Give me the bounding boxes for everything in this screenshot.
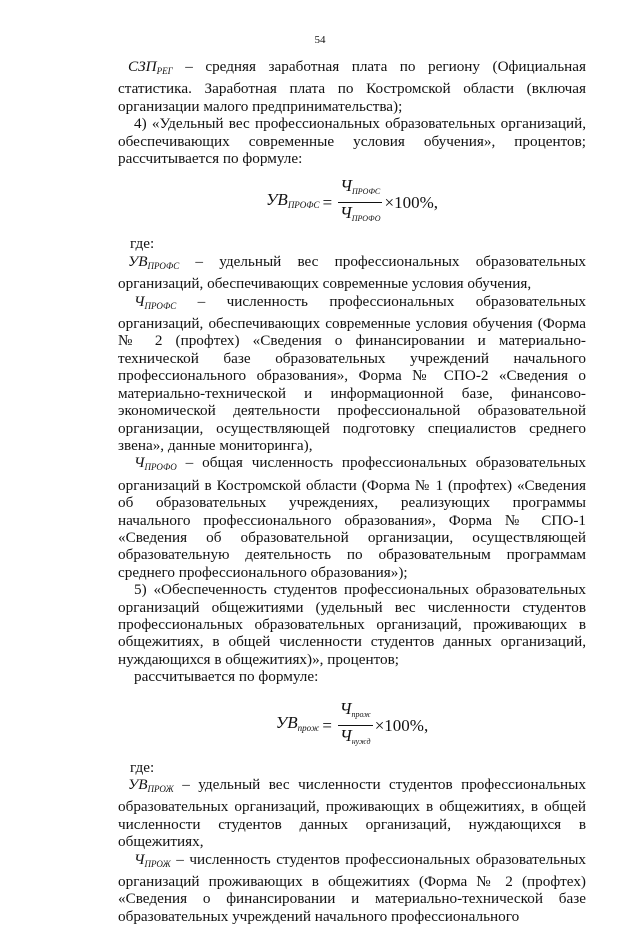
formula-denominator: $Ч_{нужд}$: [339, 726, 371, 747]
variable-symbol: СЗП: [128, 58, 157, 75]
formula-lhs: $УВ_{прож}$: [275, 712, 320, 733]
formula-uv-prozh: [118, 696, 586, 756]
variable-symbol: УВ: [128, 776, 148, 793]
definition-ch-profo: [118, 454, 586, 581]
variable-subscript: ПРОЖ: [144, 858, 171, 869]
paragraph-szp: [118, 58, 586, 115]
formula-equals: =: [321, 192, 334, 212]
formula-multiplier: ×100%,: [374, 715, 429, 735]
formula-numerator: $Ч_{прож}$: [338, 700, 373, 726]
definition-text: – общая численность профессиональных образовательных организаций в Костромской области (Форма № 1 (профтех) «Сведения об образовательных учреждениях, реализующих программы начального профессионального образования», Форма № СПО-1 «Сведения об образовательной организации, осуществляющей образовательную деятельность по образовательным программам среднего профессионального образования»);: [118, 454, 586, 581]
page-number: 54: [314, 34, 326, 46]
variable-subscript: ПРОФС: [147, 260, 180, 271]
where-label-1: где:: [130, 235, 155, 253]
paragraph-formula-intro: рассчитывается по формуле:: [134, 668, 319, 686]
definition-text: – численность студентов профессиональных образовательных организаций проживающих в общежитиях (Форма № 2 (профтех) «Сведения о финансировании и материально-технической базе образовательных учреждений начального профессионального: [118, 850, 586, 925]
variable-subscript: ПРОФО: [144, 462, 177, 473]
variable-symbol: УВ: [128, 252, 148, 270]
paragraph-item-5: 5) «Обеспеченность студентов профессиональных образовательных организаций общежитиями (удельный вес численности студентов профессиональных образовательных организаций, проживающих в общежитиях, в общей численности студентов данных организаций, нуждающихся в общежитиях)», процентов;: [118, 581, 586, 668]
formula-fraction: [338, 700, 373, 751]
variable-symbol: Ч: [134, 850, 145, 868]
variable-subscript: ПРОЖ: [147, 784, 174, 794]
definition-uv-profs: [118, 253, 586, 293]
definition-text: – численность профессиональных образовательных организаций, обеспечивающих современные условия обучения (Форма № 2 (профтех) «Сведения о финансировании и материально-технической базе образовательных учреждений начального профессионального образования», Форма № СПО-2 «Сведения о материально-технической и информационной базе, финансово-экономической деятельности профессиональной образовательной организации, осуществляющей подготовку специалистов среднего звена», данные мониторинга),: [118, 292, 586, 454]
definition-text: – удельный вес численности студентов профессиональных образовательных организаций, проживающих в общежитиях, в общей численности студентов данных организаций, нуждающихся в общежитиях,: [118, 776, 586, 851]
definition-text: – удельный вес профессиональных образовательных организаций, обеспечивающих современные условия обучения,: [118, 252, 586, 293]
formula-equals: =: [321, 715, 333, 735]
formula-multiplier: ×100%,: [384, 192, 438, 212]
paragraph-item-4: 4) «Удельный вес профессиональных образовательных организаций, обеспечивающих современные условия обучения», процентов; рассчитывается по формуле:: [118, 115, 586, 168]
paragraph-text: – средняя заработная плата по региону (Официальная статистика. Заработная плата по Костромской области (включая организации малого предпринимательства);: [118, 58, 586, 115]
definition-uv-prozh: [118, 776, 586, 851]
page-body: [118, 58, 586, 925]
formula-denominator: $Ч_{ПРОФО}$: [340, 202, 381, 223]
definition-ch-prozh: [118, 851, 586, 925]
definition-ch-profs: [118, 293, 586, 455]
formula-lhs: $УВ_{ПРОФС}$: [265, 189, 320, 210]
variable-symbol: Ч: [134, 454, 145, 472]
formula-numerator: $Ч_{ПРОФС}$: [338, 177, 382, 203]
formula-uv-profs: [118, 172, 586, 232]
variable-subscript: РЕГ: [156, 66, 173, 76]
where-label-2: где:: [130, 758, 155, 776]
variable-subscript: ПРОФС: [144, 300, 177, 311]
formula-fraction: [338, 177, 382, 228]
variable-symbol: Ч: [134, 292, 145, 310]
